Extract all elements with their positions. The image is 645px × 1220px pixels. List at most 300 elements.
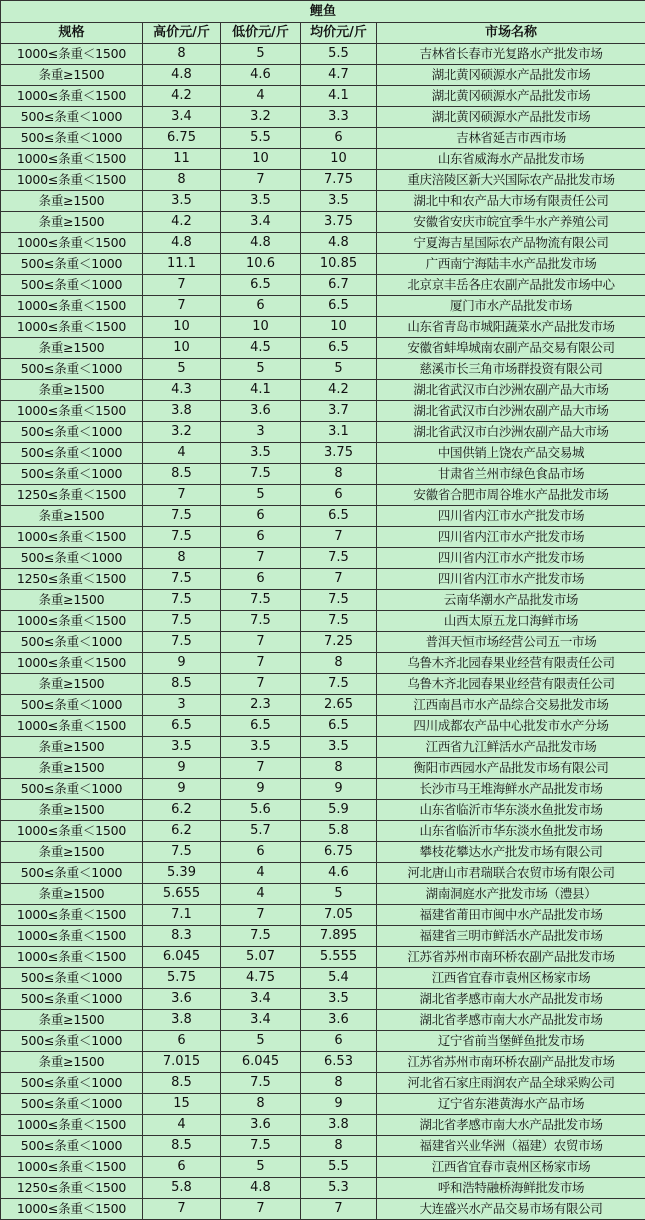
header-spec: 规格 (1, 23, 143, 44)
cell-low-price: 6.5 (221, 716, 301, 737)
table-row (1, 737, 645, 758)
cell-high-price: 7.1 (143, 905, 221, 926)
cell-market-name: 湖北中和农产品大市场有限责任公司 (377, 191, 645, 212)
cell-market-name: 重庆涪陵区新大兴国际农产品批发市场 (377, 170, 645, 191)
table-row (1, 422, 645, 443)
table-row (1, 1031, 645, 1052)
table-row (1, 233, 645, 254)
cell-high-price: 9 (143, 779, 221, 800)
header-row (1, 23, 645, 44)
table-row (1, 443, 645, 464)
table-row (1, 947, 645, 968)
cell-low-price: 5.5 (221, 128, 301, 149)
cell-low-price: 2.3 (221, 695, 301, 716)
cell-market-name: 大连盛兴水产品交易市场有限公司 (377, 1199, 645, 1220)
cell-high-price: 10 (143, 317, 221, 338)
cell-spec: 1000≤条重＜1500 (1, 926, 143, 947)
cell-high-price: 11 (143, 149, 221, 170)
cell-market-name: 四川成都农产品中心批发市水产分场 (377, 716, 645, 737)
cell-low-price: 4.75 (221, 968, 301, 989)
cell-high-price: 7.015 (143, 1052, 221, 1073)
cell-spec: 500≤条重＜1000 (1, 695, 143, 716)
cell-spec: 500≤条重＜1000 (1, 779, 143, 800)
cell-avg-price: 8 (301, 758, 377, 779)
table-title: 鲤鱼 (1, 1, 645, 23)
cell-spec: 500≤条重＜1000 (1, 464, 143, 485)
cell-spec: 1000≤条重＜1500 (1, 1199, 143, 1220)
cell-high-price: 3.4 (143, 107, 221, 128)
cell-spec: 1000≤条重＜1500 (1, 317, 143, 338)
cell-high-price: 3.5 (143, 737, 221, 758)
cell-low-price: 4 (221, 863, 301, 884)
table-body (1, 44, 645, 1220)
cell-low-price: 3 (221, 422, 301, 443)
cell-avg-price: 10 (301, 149, 377, 170)
cell-high-price: 7 (143, 275, 221, 296)
cell-low-price: 6 (221, 842, 301, 863)
cell-high-price: 8.3 (143, 926, 221, 947)
cell-low-price: 3.5 (221, 191, 301, 212)
cell-spec: 1000≤条重＜1500 (1, 1157, 143, 1178)
cell-avg-price: 7.895 (301, 926, 377, 947)
cell-avg-price: 3.5 (301, 191, 377, 212)
cell-high-price: 8.5 (143, 674, 221, 695)
cell-spec: 1250≤条重＜1500 (1, 1178, 143, 1199)
cell-market-name: 四川省内江市水产批发市场 (377, 527, 645, 548)
cell-market-name: 江西省九江鲜活水产品批发市场 (377, 737, 645, 758)
table-row (1, 1010, 645, 1031)
cell-low-price: 10 (221, 149, 301, 170)
table-row (1, 842, 645, 863)
cell-spec: 条重≥1500 (1, 758, 143, 779)
cell-spec: 1000≤条重＜1500 (1, 947, 143, 968)
cell-high-price: 6.2 (143, 800, 221, 821)
header-market-name: 市场名称 (377, 23, 645, 44)
cell-high-price: 15 (143, 1094, 221, 1115)
cell-high-price: 3.6 (143, 989, 221, 1010)
cell-avg-price: 3.1 (301, 422, 377, 443)
cell-avg-price: 2.65 (301, 695, 377, 716)
table-row (1, 1115, 645, 1136)
cell-market-name: 安徽省蚌埠城南农副产品交易有限公司 (377, 338, 645, 359)
cell-low-price: 5.07 (221, 947, 301, 968)
cell-avg-price: 5.3 (301, 1178, 377, 1199)
table-row (1, 863, 645, 884)
cell-spec: 1000≤条重＜1500 (1, 527, 143, 548)
cell-high-price: 4.3 (143, 380, 221, 401)
cell-market-name: 四川省内江市水产批发市场 (377, 569, 645, 590)
cell-avg-price: 3.5 (301, 989, 377, 1010)
cell-spec: 条重≥1500 (1, 212, 143, 233)
table-row (1, 128, 645, 149)
cell-high-price: 4.8 (143, 65, 221, 86)
cell-spec: 条重≥1500 (1, 338, 143, 359)
table-row (1, 611, 645, 632)
cell-low-price: 3.4 (221, 989, 301, 1010)
cell-low-price: 7.5 (221, 1136, 301, 1157)
cell-avg-price: 3.5 (301, 737, 377, 758)
cell-high-price: 8 (143, 170, 221, 191)
cell-market-name: 吉林省长春市光复路水产批发市场 (377, 44, 645, 65)
cell-spec: 500≤条重＜1000 (1, 548, 143, 569)
cell-high-price: 7 (143, 485, 221, 506)
cell-high-price: 4 (143, 1115, 221, 1136)
cell-avg-price: 3.75 (301, 212, 377, 233)
cell-avg-price: 4.1 (301, 86, 377, 107)
table-row (1, 569, 645, 590)
table-row (1, 590, 645, 611)
cell-market-name: 安徽省安庆市皖宜季牛水产养殖公司 (377, 212, 645, 233)
cell-high-price: 7.5 (143, 842, 221, 863)
cell-avg-price: 8 (301, 464, 377, 485)
cell-avg-price: 5.5 (301, 44, 377, 65)
cell-low-price: 7 (221, 674, 301, 695)
cell-market-name: 江苏省苏州市南环桥农副产品批发市场 (377, 1052, 645, 1073)
table-row (1, 44, 645, 65)
cell-low-price: 4 (221, 86, 301, 107)
cell-spec: 条重≥1500 (1, 380, 143, 401)
cell-high-price: 3.2 (143, 422, 221, 443)
cell-low-price: 4.8 (221, 1178, 301, 1199)
table-row (1, 632, 645, 653)
cell-high-price: 4.2 (143, 86, 221, 107)
cell-high-price: 4.2 (143, 212, 221, 233)
cell-spec: 条重≥1500 (1, 884, 143, 905)
cell-spec: 1250≤条重＜1500 (1, 569, 143, 590)
cell-market-name: 山西太原五龙口海鲜市场 (377, 611, 645, 632)
table-row (1, 338, 645, 359)
cell-low-price: 9 (221, 779, 301, 800)
cell-high-price: 5.75 (143, 968, 221, 989)
cell-market-name: 山东省临沂市华东淡水鱼批发市场 (377, 800, 645, 821)
cell-market-name: 湖北省武汉市白沙洲农副产品大市场 (377, 422, 645, 443)
cell-market-name: 普洱天恒市场经营公司五一市场 (377, 632, 645, 653)
table-row (1, 527, 645, 548)
cell-high-price: 8 (143, 44, 221, 65)
cell-low-price: 10.6 (221, 254, 301, 275)
cell-avg-price: 3.8 (301, 1115, 377, 1136)
cell-low-price: 7 (221, 905, 301, 926)
cell-avg-price: 4.6 (301, 863, 377, 884)
cell-market-name: 宁夏海吉星国际农产品物流有限公司 (377, 233, 645, 254)
table-row (1, 170, 645, 191)
cell-low-price: 3.5 (221, 737, 301, 758)
cell-avg-price: 5.5 (301, 1157, 377, 1178)
cell-avg-price: 3.75 (301, 443, 377, 464)
cell-spec: 500≤条重＜1000 (1, 968, 143, 989)
cell-avg-price: 8 (301, 1073, 377, 1094)
cell-high-price: 7.5 (143, 590, 221, 611)
cell-low-price: 3.4 (221, 1010, 301, 1031)
cell-high-price: 6.5 (143, 716, 221, 737)
cell-low-price: 7.5 (221, 1073, 301, 1094)
cell-low-price: 10 (221, 317, 301, 338)
table-row (1, 905, 645, 926)
table-row (1, 296, 645, 317)
cell-high-price: 11.1 (143, 254, 221, 275)
table-row (1, 1094, 645, 1115)
cell-spec: 1250≤条重＜1500 (1, 485, 143, 506)
cell-avg-price: 3.6 (301, 1010, 377, 1031)
cell-spec: 1000≤条重＜1500 (1, 170, 143, 191)
table-row (1, 149, 645, 170)
cell-high-price: 5.655 (143, 884, 221, 905)
cell-market-name: 河北省石家庄雨润农产品全球采购公司 (377, 1073, 645, 1094)
cell-spec: 1000≤条重＜1500 (1, 905, 143, 926)
cell-market-name: 四川省内江市水产批发市场 (377, 548, 645, 569)
cell-market-name: 衡阳市西园水产品批发市场有限公司 (377, 758, 645, 779)
table-row (1, 821, 645, 842)
cell-low-price: 5.7 (221, 821, 301, 842)
cell-market-name: 福建省莆田市闽中水产品批发市场 (377, 905, 645, 926)
cell-avg-price: 7 (301, 527, 377, 548)
table-row (1, 1178, 645, 1199)
cell-high-price: 5.8 (143, 1178, 221, 1199)
cell-high-price: 5.39 (143, 863, 221, 884)
cell-avg-price: 5.4 (301, 968, 377, 989)
cell-avg-price: 7.25 (301, 632, 377, 653)
cell-high-price: 7.5 (143, 527, 221, 548)
table-row (1, 65, 645, 86)
cell-high-price: 4.8 (143, 233, 221, 254)
table-row (1, 695, 645, 716)
cell-market-name: 云南华潮水产品批发市场 (377, 590, 645, 611)
table-row (1, 674, 645, 695)
cell-low-price: 3.5 (221, 443, 301, 464)
cell-low-price: 7 (221, 548, 301, 569)
table-row (1, 926, 645, 947)
cell-market-name: 吉林省延吉市西市场 (377, 128, 645, 149)
cell-market-name: 江西省宜春市袁州区杨家市场 (377, 1157, 645, 1178)
cell-low-price: 4 (221, 884, 301, 905)
cell-avg-price: 6 (301, 128, 377, 149)
cell-avg-price: 6.53 (301, 1052, 377, 1073)
cell-low-price: 3.4 (221, 212, 301, 233)
cell-avg-price: 5 (301, 884, 377, 905)
cell-low-price: 4.8 (221, 233, 301, 254)
cell-high-price: 10 (143, 338, 221, 359)
cell-spec: 条重≥1500 (1, 737, 143, 758)
cell-low-price: 7.5 (221, 926, 301, 947)
cell-spec: 500≤条重＜1000 (1, 989, 143, 1010)
cell-avg-price: 3.3 (301, 107, 377, 128)
cell-low-price: 6.045 (221, 1052, 301, 1073)
cell-spec: 1000≤条重＜1500 (1, 716, 143, 737)
cell-low-price: 3.2 (221, 107, 301, 128)
cell-market-name: 慈溪市长三角市场群投资有限公司 (377, 359, 645, 380)
table-row (1, 359, 645, 380)
cell-low-price: 7 (221, 758, 301, 779)
cell-spec: 条重≥1500 (1, 800, 143, 821)
table-row (1, 485, 645, 506)
cell-spec: 1000≤条重＜1500 (1, 653, 143, 674)
cell-spec: 500≤条重＜1000 (1, 128, 143, 149)
cell-high-price: 3.8 (143, 401, 221, 422)
table-row (1, 1052, 645, 1073)
cell-market-name: 厦门市水产品批发市场 (377, 296, 645, 317)
cell-avg-price: 9 (301, 779, 377, 800)
cell-high-price: 8 (143, 548, 221, 569)
cell-spec: 条重≥1500 (1, 1052, 143, 1073)
table-row (1, 401, 645, 422)
cell-market-name: 河北唐山市君瑞联合农贸市场有限公司 (377, 863, 645, 884)
cell-high-price: 7 (143, 296, 221, 317)
cell-high-price: 4 (143, 443, 221, 464)
cell-market-name: 福建省三明市鲜活水产品批发市场 (377, 926, 645, 947)
cell-market-name: 山东省威海水产品批发市场 (377, 149, 645, 170)
header-low-price: 低价元/斤 (221, 23, 301, 44)
cell-avg-price: 6.5 (301, 716, 377, 737)
table-row (1, 758, 645, 779)
cell-high-price: 3 (143, 695, 221, 716)
cell-avg-price: 6.5 (301, 506, 377, 527)
cell-low-price: 5 (221, 1157, 301, 1178)
cell-low-price: 6.5 (221, 275, 301, 296)
cell-market-name: 北京京丰岳各庄农副产品批发市场中心 (377, 275, 645, 296)
cell-high-price: 7 (143, 1199, 221, 1220)
cell-spec: 1000≤条重＜1500 (1, 1115, 143, 1136)
table-row (1, 506, 645, 527)
cell-market-name: 乌鲁木齐北园春果业经营有限责任公司 (377, 674, 645, 695)
cell-avg-price: 6.5 (301, 296, 377, 317)
cell-market-name: 江西南昌市水产品综合交易批发市场 (377, 695, 645, 716)
cell-avg-price: 7.5 (301, 590, 377, 611)
cell-avg-price: 6 (301, 1031, 377, 1052)
cell-avg-price: 4.2 (301, 380, 377, 401)
table-row (1, 968, 645, 989)
cell-market-name: 湖北省孝感市南大水产品批发市场 (377, 1115, 645, 1136)
cell-spec: 1000≤条重＜1500 (1, 821, 143, 842)
cell-spec: 500≤条重＜1000 (1, 1094, 143, 1115)
cell-low-price: 5.6 (221, 800, 301, 821)
cell-avg-price: 6.75 (301, 842, 377, 863)
table-row (1, 884, 645, 905)
cell-spec: 500≤条重＜1000 (1, 1031, 143, 1052)
cell-low-price: 4.1 (221, 380, 301, 401)
cell-market-name: 山东省临沂市华东淡水鱼批发市场 (377, 821, 645, 842)
cell-avg-price: 5 (301, 359, 377, 380)
cell-spec: 条重≥1500 (1, 590, 143, 611)
cell-avg-price: 10 (301, 317, 377, 338)
cell-high-price: 8.5 (143, 1136, 221, 1157)
cell-high-price: 5 (143, 359, 221, 380)
cell-market-name: 江苏省苏州市南环桥农副产品批发市场 (377, 947, 645, 968)
cell-spec: 条重≥1500 (1, 65, 143, 86)
cell-avg-price: 3.7 (301, 401, 377, 422)
cell-avg-price: 7.05 (301, 905, 377, 926)
cell-avg-price: 7 (301, 569, 377, 590)
cell-spec: 1000≤条重＜1500 (1, 401, 143, 422)
cell-avg-price: 5.8 (301, 821, 377, 842)
table-row (1, 653, 645, 674)
cell-market-name: 甘肃省兰州市绿色食品市场 (377, 464, 645, 485)
cell-avg-price: 6 (301, 485, 377, 506)
table-row (1, 464, 645, 485)
cell-spec: 条重≥1500 (1, 1010, 143, 1031)
cell-low-price: 3.6 (221, 1115, 301, 1136)
cell-high-price: 8.5 (143, 464, 221, 485)
cell-low-price: 7.5 (221, 464, 301, 485)
cell-avg-price: 5.555 (301, 947, 377, 968)
cell-low-price: 6 (221, 506, 301, 527)
cell-market-name: 安徽省合肥市周谷堆水产品批发市场 (377, 485, 645, 506)
cell-spec: 条重≥1500 (1, 506, 143, 527)
cell-low-price: 5 (221, 1031, 301, 1052)
table-row (1, 1073, 645, 1094)
cell-market-name: 湖北省孝感市南大水产品批发市场 (377, 1010, 645, 1031)
cell-low-price: 6 (221, 296, 301, 317)
cell-high-price: 9 (143, 653, 221, 674)
table-row (1, 779, 645, 800)
cell-avg-price: 7 (301, 1199, 377, 1220)
cell-market-name: 湖北黄冈硕源水产品批发市场 (377, 65, 645, 86)
cell-market-name: 呼和浩特融桥海鲜批发市场 (377, 1178, 645, 1199)
cell-avg-price: 6.5 (301, 338, 377, 359)
table-row (1, 380, 645, 401)
table-row (1, 212, 645, 233)
cell-avg-price: 7.75 (301, 170, 377, 191)
cell-spec: 1000≤条重＜1500 (1, 44, 143, 65)
cell-market-name: 山东省青岛市城阳蔬菜水产品批发市场 (377, 317, 645, 338)
cell-spec: 条重≥1500 (1, 191, 143, 212)
table-row (1, 1157, 645, 1178)
cell-spec: 500≤条重＜1000 (1, 359, 143, 380)
cell-low-price: 7 (221, 170, 301, 191)
cell-market-name: 中国供销上饶农产品交易城 (377, 443, 645, 464)
table-row (1, 716, 645, 737)
cell-low-price: 3.6 (221, 401, 301, 422)
cell-avg-price: 7.5 (301, 611, 377, 632)
cell-high-price: 6.75 (143, 128, 221, 149)
cell-spec: 1000≤条重＜1500 (1, 296, 143, 317)
cell-market-name: 四川省内江市水产批发市场 (377, 506, 645, 527)
table-row (1, 1199, 645, 1220)
cell-avg-price: 4.8 (301, 233, 377, 254)
cell-spec: 1000≤条重＜1500 (1, 86, 143, 107)
cell-high-price: 3.5 (143, 191, 221, 212)
cell-high-price: 6.2 (143, 821, 221, 842)
cell-low-price: 6 (221, 569, 301, 590)
cell-market-name: 湖南洞庭水产批发市场（澧县） (377, 884, 645, 905)
cell-market-name: 辽宁省东港黄海水产品市场 (377, 1094, 645, 1115)
cell-market-name: 攀枝花攀达水产批发市场有限公司 (377, 842, 645, 863)
cell-high-price: 9 (143, 758, 221, 779)
cell-low-price: 5 (221, 44, 301, 65)
cell-low-price: 6 (221, 527, 301, 548)
cell-spec: 1000≤条重＜1500 (1, 149, 143, 170)
cell-avg-price: 8 (301, 653, 377, 674)
cell-high-price: 8.5 (143, 1073, 221, 1094)
cell-avg-price: 6.7 (301, 275, 377, 296)
cell-low-price: 7 (221, 632, 301, 653)
cell-market-name: 广西南宁海陆丰水产品批发市场 (377, 254, 645, 275)
cell-market-name: 长沙市马王堆海鲜水产品批发市场 (377, 779, 645, 800)
cell-low-price: 5 (221, 485, 301, 506)
cell-low-price: 8 (221, 1094, 301, 1115)
cell-avg-price: 4.7 (301, 65, 377, 86)
cell-market-name: 湖北省武汉市白沙洲农副产品大市场 (377, 380, 645, 401)
cell-low-price: 4.5 (221, 338, 301, 359)
cell-spec: 500≤条重＜1000 (1, 443, 143, 464)
cell-spec: 500≤条重＜1000 (1, 863, 143, 884)
cell-market-name: 湖北省武汉市白沙洲农副产品大市场 (377, 401, 645, 422)
cell-low-price: 7.5 (221, 590, 301, 611)
cell-market-name: 福建省兴业华洲（福建）农贸市场 (377, 1136, 645, 1157)
cell-avg-price: 5.9 (301, 800, 377, 821)
cell-spec: 500≤条重＜1000 (1, 1073, 143, 1094)
cell-spec: 1000≤条重＜1500 (1, 611, 143, 632)
cell-market-name: 江西省宜春市袁州区杨家市场 (377, 968, 645, 989)
